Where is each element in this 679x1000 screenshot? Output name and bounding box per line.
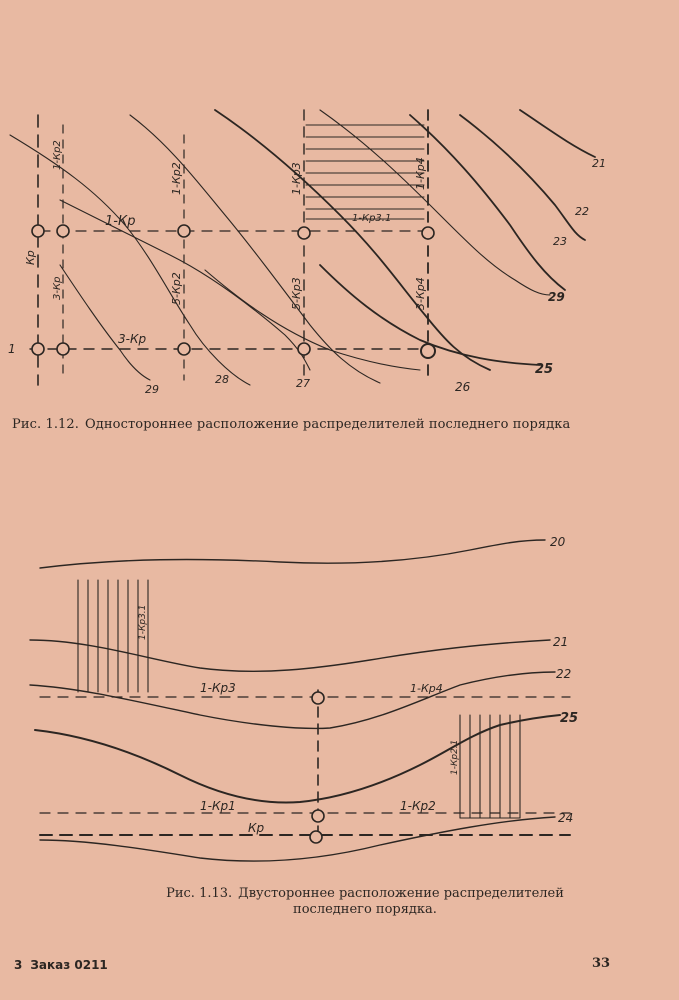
contour-line-23 [460, 115, 585, 240]
label-1kp21: 1-Кр2.1 [450, 739, 460, 775]
label-contour-29b: 29 [548, 290, 565, 304]
node [421, 344, 435, 358]
label-contour-22: 22 [575, 205, 589, 218]
label-1kp3: 1-Кр3 [200, 681, 236, 695]
label-contour-29: 29 [145, 383, 159, 396]
node [178, 225, 190, 237]
label-1kp2: 1-Кр2 [400, 799, 436, 813]
contour-line-lower-1 [60, 265, 150, 380]
contour-line-22 [30, 672, 555, 728]
label-contour-25: 25 [560, 711, 579, 726]
node [57, 225, 69, 237]
label-1: 1 [8, 342, 16, 356]
label-contour-27: 27 [296, 377, 310, 390]
node [310, 831, 322, 843]
label-1kp31: 1-Кр3.1 [352, 213, 392, 224]
node [312, 692, 324, 704]
page-footer [14, 958, 116, 972]
page-number: 33 [592, 956, 611, 971]
caption-prefix: Рис. 1.12. [12, 417, 80, 432]
figure-1-12-caption [12, 417, 672, 432]
label-contour-21: 21 [592, 157, 606, 170]
node [312, 810, 324, 822]
node [178, 343, 190, 355]
order-number: Заказ 0211 [30, 958, 108, 972]
label-1kp4: 1-Кр4 [414, 157, 427, 190]
figure-1-13-diagram [0, 520, 679, 875]
signature-mark: 3 [14, 958, 23, 972]
label-5kp3: 5-Кр3 [290, 277, 303, 310]
label-1kp2: 1-Кр2 [170, 162, 183, 195]
label-kp: Кр [248, 821, 265, 835]
label-5kp2: 5-Кр2 [170, 272, 183, 305]
label-contour-28: 28 [215, 373, 229, 386]
label-contour-23: 23 [553, 235, 567, 248]
figure-1-13-caption [130, 886, 600, 918]
label-1kp2-left: 1-Кр2 [52, 140, 63, 170]
caption-text: Одностороннее расположение распределителей последнего порядка [85, 417, 571, 432]
contour-line-20 [40, 540, 545, 568]
label-contour-22: 22 [556, 667, 572, 681]
node [32, 343, 44, 355]
contour-line-25 [410, 115, 565, 290]
label-contour-20: 20 [550, 535, 566, 549]
label-contour-21: 21 [553, 635, 569, 649]
label-1kp31: 1-Кр3.1 [138, 604, 148, 640]
hatched-field [306, 125, 424, 219]
contour-line-22 [520, 110, 595, 157]
label-contour-26: 26 [455, 380, 471, 394]
node [298, 227, 310, 239]
caption-text: Двустороннее расположение распределителей последнего порядка. [238, 886, 564, 917]
label-1kp1: 1-Кр1 [200, 799, 236, 813]
figure-1-12-diagram [0, 95, 679, 405]
caption-prefix: Рис. 1.13. [166, 886, 233, 901]
node [422, 227, 434, 239]
node [57, 343, 69, 355]
label-1kp-top: 1-Кр [105, 214, 136, 229]
label-contour-25: 25 [535, 362, 554, 377]
label-1kp4: 1-Кр4 [410, 682, 443, 695]
node [298, 343, 310, 355]
hatched-field-right [460, 715, 520, 818]
label-3kp-bottom: 3-Кр [118, 332, 147, 346]
label-contour-24: 24 [558, 811, 574, 825]
label-1kp3: 1-Кр3 [290, 162, 303, 195]
node [32, 225, 44, 237]
label-kp-left: Кр [24, 250, 37, 265]
label-3kp4: 3-Кр4 [414, 277, 427, 310]
contour-line-28 [130, 115, 380, 383]
contour-line-29 [10, 135, 250, 385]
contour-line-lower-2 [205, 270, 420, 370]
contour-line-24 [40, 817, 555, 861]
label-3kp-left: 3-Кр [52, 276, 63, 300]
